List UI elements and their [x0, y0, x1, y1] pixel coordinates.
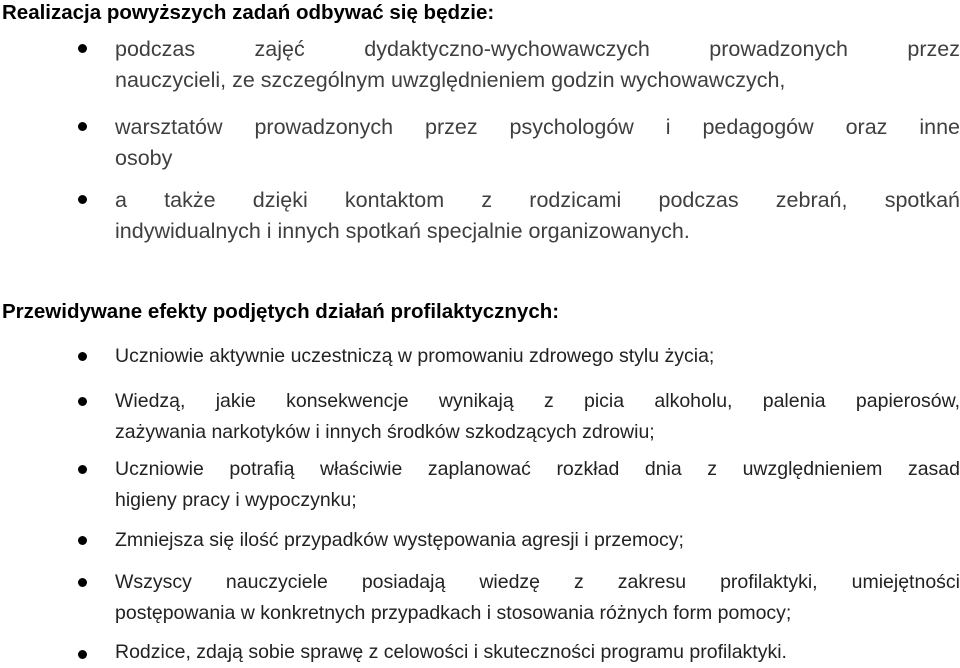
list-item-line: indywidualnych i innych spotkań specjalnie organizowanych.	[115, 219, 690, 243]
list-item-line: Wszyscy nauczyciele posiadają wiedzę z zakresu profilaktyki, umiejętności	[115, 571, 960, 593]
list-item-line: Rodzice, zdają sobie sprawę z celowości i skuteczności programu profilaktyki.	[115, 641, 787, 663]
list-item	[115, 567, 960, 629]
list-item	[115, 185, 960, 247]
list-item-line: postępowania w konkretnych przypadkach i stosowania różnych form pomocy;	[115, 602, 792, 624]
bullet-icon	[78, 122, 87, 131]
bullet-icon	[78, 44, 87, 53]
list-item	[115, 341, 960, 372]
list-item-line: zażywania narkotyków i innych środków szkodzących zdrowiu;	[115, 421, 655, 443]
bullet-icon	[78, 650, 87, 659]
list-item-line: a także dzięki kontaktom z rodzicami podczas zebrań, spotkań	[115, 188, 960, 212]
bullet-icon	[78, 465, 87, 474]
bullet-icon	[78, 397, 87, 406]
list-item-line: Zmniejsza się ilość przypadków występowania agresji i przemocy;	[115, 529, 684, 551]
list-item-line: Wiedzą, jakie konsekwencje wynikają z picia alkoholu, palenia papierosów,	[115, 390, 960, 412]
list-item-line: nauczycieli, ze szczególnym uwzględnieniem godzin wychowawczych,	[115, 68, 786, 92]
list-item	[115, 454, 960, 516]
bullet-icon	[78, 352, 87, 361]
list-item-line: Uczniowie potrafią właściwie zaplanować rozkład dnia z uwzględnieniem zasad	[115, 458, 960, 480]
list-item-line: higieny pracy i wypoczynku;	[115, 489, 357, 511]
list-item-line: podczas zajęć dydaktyczno-wychowawczych prowadzonych przez	[115, 37, 960, 61]
bullet-icon	[78, 578, 87, 587]
list-item-line: Uczniowie aktywnie uczestniczą w promowaniu zdrowego stylu życia;	[115, 345, 715, 367]
list-item	[115, 386, 960, 448]
list-item	[115, 525, 960, 556]
bullet-icon	[78, 536, 87, 545]
list-item-line: warsztatów prowadzonych przez psychologów i pedagogów oraz inne	[115, 115, 960, 139]
section-heading-efekty: Przewidywane efekty podjętych działań profilaktycznych:	[2, 300, 560, 323]
list-item	[115, 112, 960, 174]
bullet-icon	[78, 195, 87, 204]
section-heading-realizacja: Realizacja powyższych zadań odbywać się będzie:	[2, 1, 495, 24]
list-item	[115, 637, 960, 668]
list-item-line: osoby	[115, 146, 173, 170]
list-item	[115, 34, 960, 96]
